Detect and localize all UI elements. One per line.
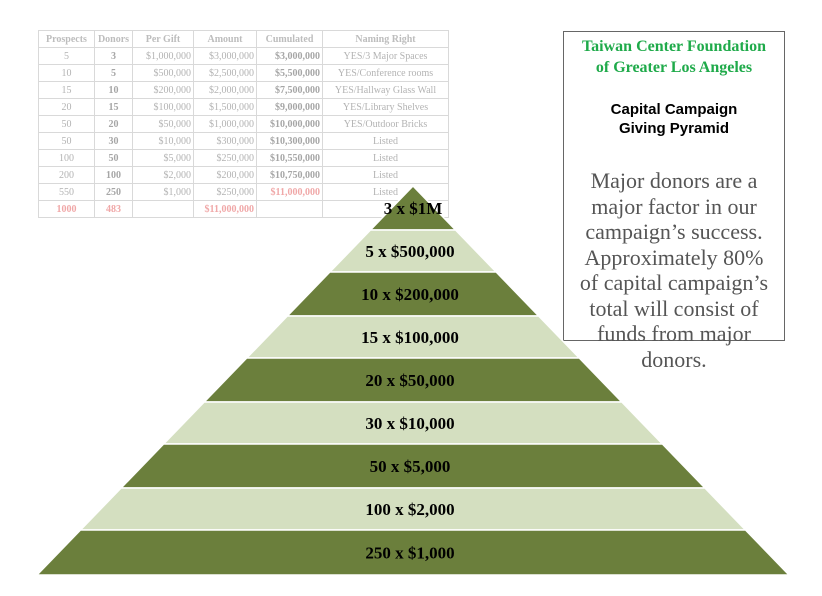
table-cell: YES/3 Major Spaces <box>323 48 449 65</box>
table-cell: 3 <box>95 48 133 65</box>
description-line: major factor in our <box>591 193 757 219</box>
table-cell: $100,000 <box>133 99 194 116</box>
description-line: funds from major <box>597 321 751 346</box>
table-cell: $10,550,000 <box>257 150 323 167</box>
table-cell: $2,500,000 <box>194 65 257 82</box>
table-cell: 20 <box>39 99 95 116</box>
pyramid-tier-label: 250 x $1,000 <box>365 543 455 563</box>
table-cell: $5,000 <box>133 150 194 167</box>
table-cell: YES/Outdoor Bricks <box>323 116 449 133</box>
table-cell: 50 <box>95 150 133 167</box>
table-cell: 10 <box>39 65 95 82</box>
table-cell: $10,750,000 <box>257 167 323 184</box>
col-header-amount: Amount <box>194 31 257 48</box>
table-cell: 550 <box>39 184 95 201</box>
table-cell: $50,000 <box>133 116 194 133</box>
org-name-line-1: Taiwan Center Foundation <box>581 38 767 55</box>
table-cell: 200 <box>39 167 95 184</box>
table-cell: $7,500,000 <box>257 82 323 99</box>
description-line: donors. <box>641 346 707 372</box>
table-cell: $1,000,000 <box>133 48 194 65</box>
table-cell: $1,000 <box>133 184 194 201</box>
col-header-per-gift: Per Gift <box>133 31 194 48</box>
table-cell: 100 <box>95 167 133 184</box>
table-cell: 20 <box>95 116 133 133</box>
table-cell: 5 <box>39 48 95 65</box>
description-line: campaign’s success. <box>585 219 763 244</box>
table-cell: $9,000,000 <box>257 99 323 116</box>
table-cell: $500,000 <box>133 65 194 82</box>
table-cell: $250,000 <box>194 184 257 201</box>
table-cell: 250 <box>95 184 133 201</box>
col-header-prospects: Prospects <box>39 31 95 48</box>
campaign-title-line-2: Giving Pyramid <box>618 120 730 137</box>
description-line: of capital campaign’s <box>579 270 769 295</box>
table-cell: YES/Conference rooms <box>323 65 449 82</box>
table-cell: $200,000 <box>194 167 257 184</box>
pyramid-tier-label: 30 x $10,000 <box>365 414 455 433</box>
pyramid-tier-label: 20 x $50,000 <box>365 371 455 390</box>
pyramid-tier-label: 5 x $500,000 <box>365 242 455 261</box>
table-total-cell: 1000 <box>39 201 95 218</box>
table-cell: 15 <box>39 82 95 99</box>
table-cell: 30 <box>95 133 133 150</box>
col-header-cumulated: Cumulated <box>257 31 323 48</box>
table-cell: $2,000,000 <box>194 82 257 99</box>
table-cell: YES/Hallway Glass Wall <box>323 82 449 99</box>
col-header-donors: Donors <box>95 31 133 48</box>
table-cell: YES/Library Shelves <box>323 99 449 116</box>
description-line: Major donors are a <box>590 168 758 193</box>
table-cell: 50 <box>39 133 95 150</box>
table-cell: $10,000,000 <box>257 116 323 133</box>
table-total-cell: $11,000,000 <box>194 201 257 218</box>
table-cell: Listed <box>323 167 449 184</box>
pyramid-tier-label: 50 x $5,000 <box>369 457 451 476</box>
pyramid-tier-label: 100 x $2,000 <box>365 500 455 519</box>
table-cell: $10,300,000 <box>257 133 323 150</box>
table-cell: $3,000,000 <box>257 48 323 65</box>
table-cell: 50 <box>39 116 95 133</box>
table-cell: $1,000,000 <box>194 116 257 133</box>
table-cell: $200,000 <box>133 82 194 99</box>
table-cell: 5 <box>95 65 133 82</box>
col-header-naming-right: Naming Right <box>323 31 449 48</box>
table-cell: Listed <box>323 150 449 167</box>
pyramid-tier-label: 10 x $200,000 <box>361 285 459 304</box>
pyramid-tier-label: 15 x $100,000 <box>361 328 459 347</box>
table-total-cell: 483 <box>95 201 133 218</box>
table-cell: $3,000,000 <box>194 48 257 65</box>
table-cell: $5,500,000 <box>257 65 323 82</box>
table-cell: 15 <box>95 99 133 116</box>
description-line: total will consist of <box>589 295 759 321</box>
campaign-title-line-1: Capital Campaign <box>610 101 738 118</box>
org-name-line-2: of Greater Los Angeles <box>595 59 753 76</box>
table-cell: $250,000 <box>194 150 257 167</box>
table-cell: $2,000 <box>133 167 194 184</box>
table-cell: Listed <box>323 133 449 150</box>
description-line: Approximately 80% <box>584 244 764 270</box>
table-cell: $11,000,000 <box>257 184 323 201</box>
table-cell: Listed <box>323 184 449 201</box>
table-cell: 100 <box>39 150 95 167</box>
table-cell: $1,500,000 <box>194 99 257 116</box>
campaign-description <box>560 168 788 372</box>
table-cell: $10,000 <box>133 133 194 150</box>
table-cell: $300,000 <box>194 133 257 150</box>
pyramid-tier-label: 3 x $1M <box>383 199 443 218</box>
table-cell: 10 <box>95 82 133 99</box>
